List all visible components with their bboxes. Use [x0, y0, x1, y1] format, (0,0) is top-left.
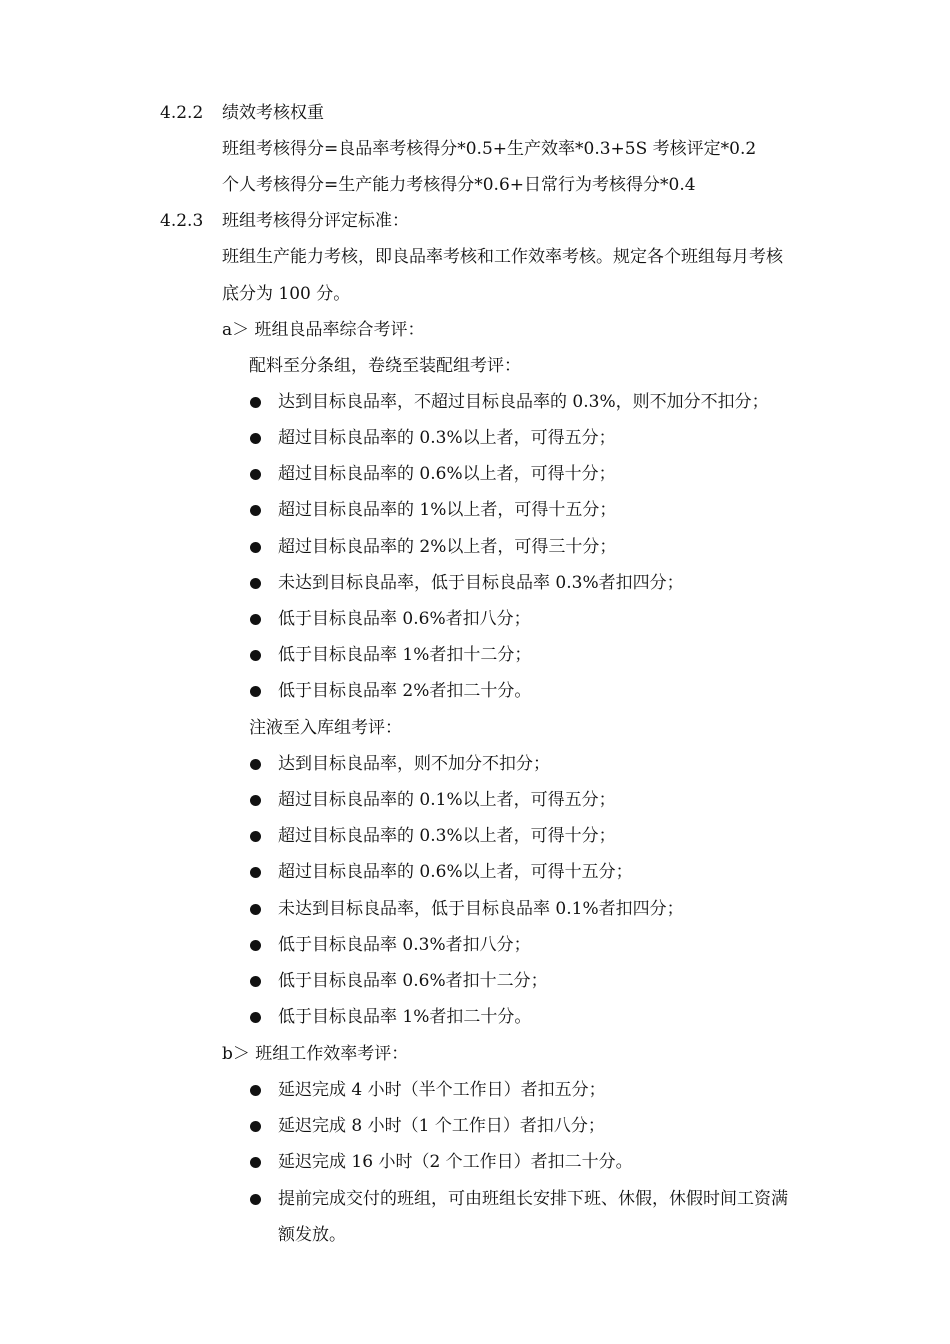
bullet-icon	[250, 1085, 261, 1096]
section-title: 绩效考核权重	[222, 103, 324, 123]
bullet-icon	[250, 867, 261, 878]
section-number: 4.2.2	[160, 103, 204, 123]
list-item-text: 超过目标良品率的 0.1%以上者，可得五分；	[278, 790, 616, 810]
list-item-text: 延迟完成 4 小时（半个工作日）者扣五分；	[278, 1080, 606, 1100]
list-item-text: 超过目标良品率的 0.3%以上者，可得五分；	[278, 428, 616, 448]
paragraph-line: 底分为 100 分。	[222, 284, 351, 304]
list-item-text: 超过目标良品率的 2%以上者，可得三十分；	[278, 537, 617, 557]
bullet-icon	[250, 686, 261, 697]
list-item-text: 超过目标良品率的 0.6%以上者，可得十五分；	[278, 862, 633, 882]
list-item-text: 达到目标良品率，则不加分不扣分；	[278, 754, 550, 774]
list-item-text: 超过目标良品率的 0.3%以上者，可得十分；	[278, 826, 616, 846]
subsection-label-a: a＞ 班组良品率综合考评：	[222, 320, 425, 340]
list-item-text: 延迟完成 8 小时（1 个工作日）者扣八分；	[278, 1116, 605, 1136]
formula-line: 个人考核得分=生产能力考核得分*0.6+日常行为考核得分*0.4	[222, 175, 696, 195]
bullet-icon	[250, 578, 261, 589]
list-item-text: 提前完成交付的班组，可由班组长安排下班、休假，休假时间工资满	[278, 1189, 788, 1209]
list-item-text: 达到目标良品率，不超过目标良品率的 0.3%，则不加分不扣分；	[278, 392, 769, 412]
list-item-text: 低于目标良品率 1%者扣二十分。	[278, 1007, 532, 1027]
list-item-text: 超过目标良品率的 1%以上者，可得十五分；	[278, 500, 617, 520]
bullet-icon	[250, 505, 261, 516]
group-title: 配料至分条组，卷绕至装配组考评：	[249, 356, 521, 376]
bullet-icon	[250, 542, 261, 553]
formula-line: 班组考核得分=良品率考核得分*0.5+生产效率*0.3+5S 考核评定*0.2	[222, 139, 757, 159]
bullet-icon	[250, 1194, 261, 1205]
list-item-text: 低于目标良品率 0.6%者扣十二分；	[278, 971, 548, 991]
bullet-icon	[250, 831, 261, 842]
list-item-text: 未达到目标良品率，低于目标良品率 0.3%者扣四分；	[278, 573, 684, 593]
bullet-icon	[250, 469, 261, 480]
list-item-text: 延迟完成 16 小时（2 个工作日）者扣二十分。	[278, 1152, 633, 1172]
bullet-icon	[250, 1012, 261, 1023]
bullet-icon	[250, 904, 261, 915]
group-title: 注液至入库组考评：	[249, 718, 402, 738]
bullet-icon	[250, 1121, 261, 1132]
subsection-label-b: b＞ 班组工作效率考评：	[222, 1044, 409, 1064]
section-number: 4.2.3	[160, 211, 204, 231]
bullet-icon	[250, 650, 261, 661]
list-item-text: 低于目标良品率 0.3%者扣八分；	[278, 935, 531, 955]
bullet-icon	[250, 976, 261, 987]
bullet-icon	[250, 759, 261, 770]
bullet-icon	[250, 397, 261, 408]
list-item-text: 未达到目标良品率，低于目标良品率 0.1%者扣四分；	[278, 899, 684, 919]
bullet-icon	[250, 433, 261, 444]
list-item-text: 低于目标良品率 2%者扣二十分。	[278, 681, 532, 701]
list-item-text: 额发放。	[278, 1225, 346, 1245]
bullet-icon	[250, 795, 261, 806]
bullet-icon	[250, 940, 261, 951]
section-title: 班组考核得分评定标准：	[222, 211, 409, 231]
bullet-icon	[250, 1157, 261, 1168]
list-item-text: 超过目标良品率的 0.6%以上者，可得十分；	[278, 464, 616, 484]
list-item-text: 低于目标良品率 0.6%者扣八分；	[278, 609, 531, 629]
paragraph-line: 班组生产能力考核，即良品率考核和工作效率考核。规定各个班组每月考核	[222, 247, 783, 267]
list-item-text: 低于目标良品率 1%者扣十二分；	[278, 645, 532, 665]
bullet-icon	[250, 614, 261, 625]
